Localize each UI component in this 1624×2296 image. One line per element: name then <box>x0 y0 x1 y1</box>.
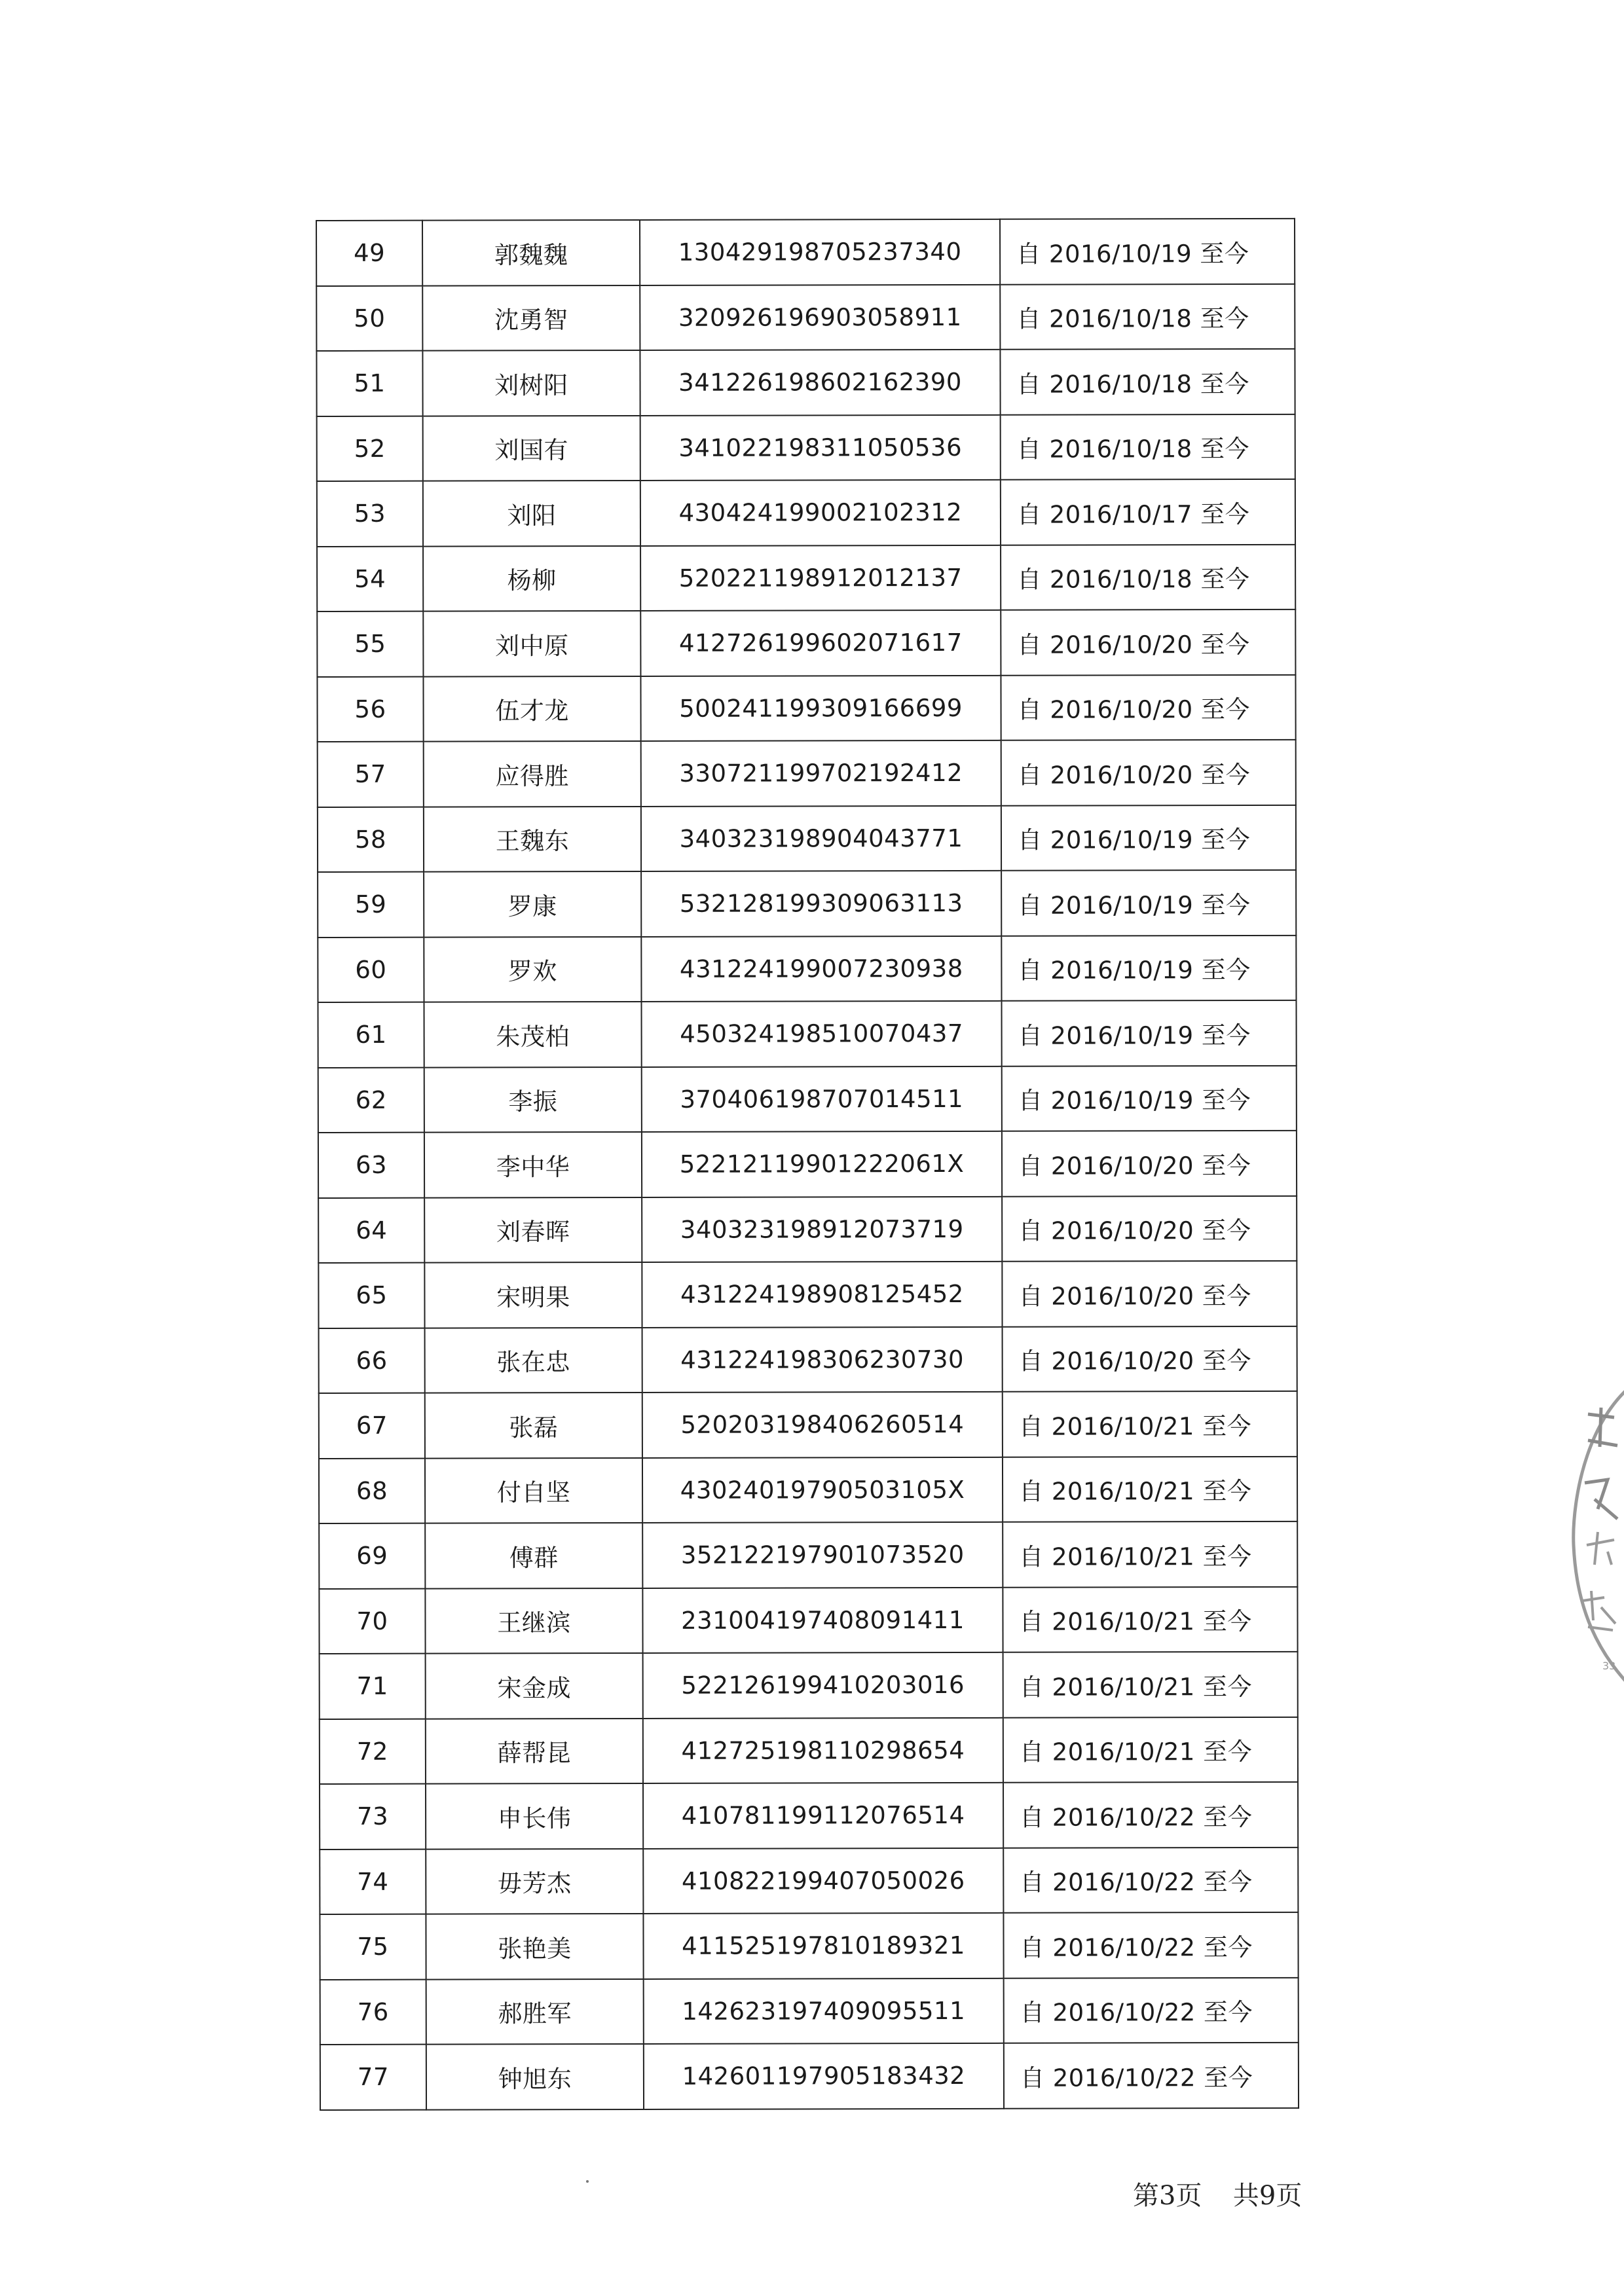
name-cell: 张在忠 <box>425 1327 642 1393</box>
row-number-cell: 53 <box>317 481 423 547</box>
row-number-cell: 58 <box>318 807 424 872</box>
name-cell: 傅群 <box>425 1523 642 1588</box>
period-cell: 自 2016/10/19 至今 <box>1000 219 1295 284</box>
table-row <box>317 674 1295 742</box>
table-row <box>317 414 1295 481</box>
name-cell: 钟旭东 <box>426 2044 644 2109</box>
name-cell: 王继滨 <box>425 1588 642 1653</box>
period-cell: 自 2016/10/20 至今 <box>1001 740 1296 805</box>
row-number-cell: 68 <box>319 1458 425 1523</box>
table-row <box>319 1586 1297 1654</box>
row-number-cell: 55 <box>317 611 423 677</box>
period-cell: 自 2016/10/19 至今 <box>1002 1000 1297 1066</box>
period-cell: 自 2016/10/18 至今 <box>1001 544 1295 610</box>
id-number-cell: 532128199309063113 <box>641 871 1001 937</box>
id-number-cell: 340323198904043771 <box>641 805 1001 871</box>
row-number-cell: 51 <box>316 351 422 416</box>
name-cell: 宋金成 <box>426 1653 643 1719</box>
id-number-cell: 52212119901222061X <box>642 1131 1002 1197</box>
id-number-cell: 231004197408091411 <box>642 1587 1003 1653</box>
row-number-cell: 69 <box>319 1523 425 1589</box>
name-cell: 毋芳杰 <box>426 1848 643 1914</box>
name-cell: 张艳美 <box>426 1914 643 1979</box>
row-number-cell: 59 <box>318 872 424 938</box>
row-number-cell: 50 <box>316 285 422 351</box>
row-number-cell: 71 <box>320 1654 426 1719</box>
table-row <box>320 1847 1298 1914</box>
period-cell: 自 2016/10/18 至今 <box>1001 414 1295 479</box>
table-row <box>318 1131 1297 1198</box>
id-number-cell: 352122197901073520 <box>642 1522 1003 1588</box>
name-cell: 杨柳 <box>423 545 640 611</box>
period-cell: 自 2016/10/19 至今 <box>1001 935 1296 1000</box>
table-row <box>319 1391 1297 1459</box>
name-cell: 申长伟 <box>426 1783 643 1849</box>
period-cell: 自 2016/10/22 至今 <box>1003 1782 1298 1848</box>
id-number-cell: 330721199702192412 <box>641 740 1001 807</box>
id-number-cell: 522126199410203016 <box>643 1652 1003 1719</box>
row-number-cell: 77 <box>320 2045 426 2110</box>
id-number-cell: 341226198602162390 <box>640 350 1000 416</box>
table-row <box>320 1652 1298 1719</box>
page-total: 共9页 <box>1232 2181 1302 2211</box>
period-cell: 自 2016/10/21 至今 <box>1003 1391 1297 1457</box>
table-row <box>317 610 1295 677</box>
row-number-cell: 49 <box>316 221 422 286</box>
table-row <box>318 1195 1297 1263</box>
row-number-cell: 61 <box>318 1002 424 1068</box>
name-cell: 罗欢 <box>424 936 641 1002</box>
name-cell: 伍才龙 <box>423 676 640 741</box>
page-footer <box>1133 2175 1302 2212</box>
period-cell: 自 2016/10/20 至今 <box>1002 1131 1297 1196</box>
id-number-cell: 431224199007230938 <box>641 936 1001 1002</box>
row-number-cell: 76 <box>320 1979 426 2045</box>
row-number-cell: 60 <box>318 937 424 1002</box>
id-number-cell: 431224198306230730 <box>642 1326 1003 1393</box>
table-row <box>316 283 1295 351</box>
id-number-cell: 411525197810189321 <box>643 1913 1003 1979</box>
name-cell: 宋明果 <box>424 1262 642 1328</box>
table-row <box>316 219 1295 286</box>
row-number-cell: 62 <box>318 1067 424 1133</box>
personnel-table-body <box>316 219 1299 2110</box>
row-number-cell: 63 <box>318 1133 424 1198</box>
period-cell: 自 2016/10/21 至今 <box>1003 1522 1297 1587</box>
row-number-cell: 57 <box>318 742 424 807</box>
name-cell: 张磊 <box>425 1393 642 1458</box>
row-number-cell: 64 <box>318 1197 424 1263</box>
row-number-cell: 74 <box>320 1849 426 1914</box>
table-row <box>316 349 1295 416</box>
period-cell: 自 2016/10/21 至今 <box>1003 1456 1297 1522</box>
period-cell: 自 2016/10/21 至今 <box>1003 1586 1297 1652</box>
table-row <box>318 1065 1297 1133</box>
table-row <box>317 479 1295 547</box>
name-cell: 罗康 <box>424 871 641 937</box>
id-number-cell: 450324198510070437 <box>642 1001 1002 1067</box>
id-number-cell: 340323198912073719 <box>642 1196 1002 1262</box>
id-number-cell: 520203198406260514 <box>642 1392 1003 1458</box>
period-cell: 自 2016/10/21 至今 <box>1003 1717 1298 1782</box>
row-number-cell: 66 <box>319 1328 425 1393</box>
name-cell: 刘阳 <box>423 481 640 546</box>
page-number: 第3页 <box>1133 2181 1202 2211</box>
table-row <box>318 870 1296 938</box>
period-cell: 自 2016/10/19 至今 <box>1001 870 1296 936</box>
table-row <box>318 1261 1297 1328</box>
period-cell: 自 2016/10/22 至今 <box>1003 1912 1298 1978</box>
table-row <box>318 1000 1297 1068</box>
table-row <box>319 1456 1297 1523</box>
row-number-cell: 54 <box>317 546 423 611</box>
table-row <box>317 544 1295 611</box>
id-number-cell: 412725198110298654 <box>643 1717 1003 1783</box>
period-cell: 自 2016/10/20 至今 <box>1002 1261 1297 1326</box>
personnel-table <box>316 218 1299 2111</box>
id-number-cell: 410822199407050026 <box>643 1848 1003 1914</box>
id-number-cell: 500241199309166699 <box>640 675 1001 741</box>
name-cell: 王魏东 <box>424 806 641 871</box>
name-cell: 郭魏魏 <box>422 220 640 285</box>
row-number-cell: 75 <box>320 1914 426 1980</box>
name-cell: 沈勇智 <box>422 285 640 350</box>
name-cell: 薛帮昆 <box>426 1718 643 1783</box>
id-number-cell: 410781199112076514 <box>643 1783 1003 1849</box>
name-cell: 朱茂柏 <box>424 1002 642 1067</box>
row-number-cell: 56 <box>317 676 423 742</box>
svg-text:33: 33 <box>1602 1660 1616 1672</box>
scan-speck <box>586 2180 589 2183</box>
period-cell: 自 2016/10/18 至今 <box>1000 349 1295 414</box>
period-cell: 自 2016/10/20 至今 <box>1003 1326 1297 1391</box>
row-number-cell: 52 <box>317 416 423 481</box>
row-number-cell: 67 <box>319 1393 425 1459</box>
id-number-cell: 320926196903058911 <box>640 284 1000 350</box>
period-cell: 自 2016/10/22 至今 <box>1004 2043 1299 2108</box>
period-cell: 自 2016/10/20 至今 <box>1002 1195 1297 1261</box>
name-cell: 刘国有 <box>423 415 640 481</box>
table-row <box>318 740 1296 807</box>
table-row <box>319 1326 1297 1393</box>
partial-seal-stamp-icon <box>1568 1368 1624 1709</box>
table-row <box>320 1977 1299 2045</box>
row-number-cell: 70 <box>319 1588 425 1654</box>
table-row <box>318 935 1296 1002</box>
name-cell: 刘树阳 <box>422 350 640 416</box>
name-cell: 应得胜 <box>424 741 641 807</box>
id-number-cell: 341022198311050536 <box>640 414 1001 481</box>
table-row <box>320 1782 1298 1850</box>
id-number-cell: 142623197409095511 <box>644 1978 1004 2044</box>
row-number-cell: 65 <box>318 1263 424 1328</box>
table-row <box>318 805 1296 872</box>
table-row <box>319 1522 1297 1589</box>
table-row <box>320 1912 1298 1980</box>
row-number-cell: 73 <box>320 1784 426 1850</box>
id-number-cell: 43024019790503105X <box>642 1457 1003 1523</box>
row-number-cell: 72 <box>320 1719 426 1784</box>
period-cell: 自 2016/10/21 至今 <box>1003 1652 1298 1717</box>
name-cell: 付自坚 <box>425 1457 642 1523</box>
period-cell: 自 2016/10/19 至今 <box>1002 1065 1297 1131</box>
table-row <box>320 1717 1298 1784</box>
id-number-cell: 412726199602071617 <box>640 610 1001 676</box>
id-number-cell: 520221198912012137 <box>640 545 1001 611</box>
period-cell: 自 2016/10/18 至今 <box>1000 283 1295 349</box>
name-cell: 李中华 <box>424 1132 642 1197</box>
period-cell: 自 2016/10/17 至今 <box>1001 479 1295 545</box>
period-cell: 自 2016/10/22 至今 <box>1004 1977 1299 2043</box>
table-row <box>320 2043 1299 2110</box>
name-cell: 郝胜军 <box>426 1978 644 2044</box>
id-number-cell: 142601197905183432 <box>644 2043 1004 2109</box>
id-number-cell: 370406198707014511 <box>642 1066 1002 1132</box>
period-cell: 自 2016/10/20 至今 <box>1001 610 1295 675</box>
id-number-cell: 430424199002102312 <box>640 480 1001 546</box>
period-cell: 自 2016/10/20 至今 <box>1001 674 1295 740</box>
name-cell: 李振 <box>424 1066 642 1132</box>
name-cell: 刘中原 <box>423 611 640 676</box>
period-cell: 自 2016/10/19 至今 <box>1001 805 1296 870</box>
id-number-cell: 130429198705237340 <box>640 219 1000 285</box>
id-number-cell: 431224198908125452 <box>642 1262 1002 1328</box>
name-cell: 刘春晖 <box>424 1197 642 1262</box>
period-cell: 自 2016/10/22 至今 <box>1003 1847 1298 1912</box>
